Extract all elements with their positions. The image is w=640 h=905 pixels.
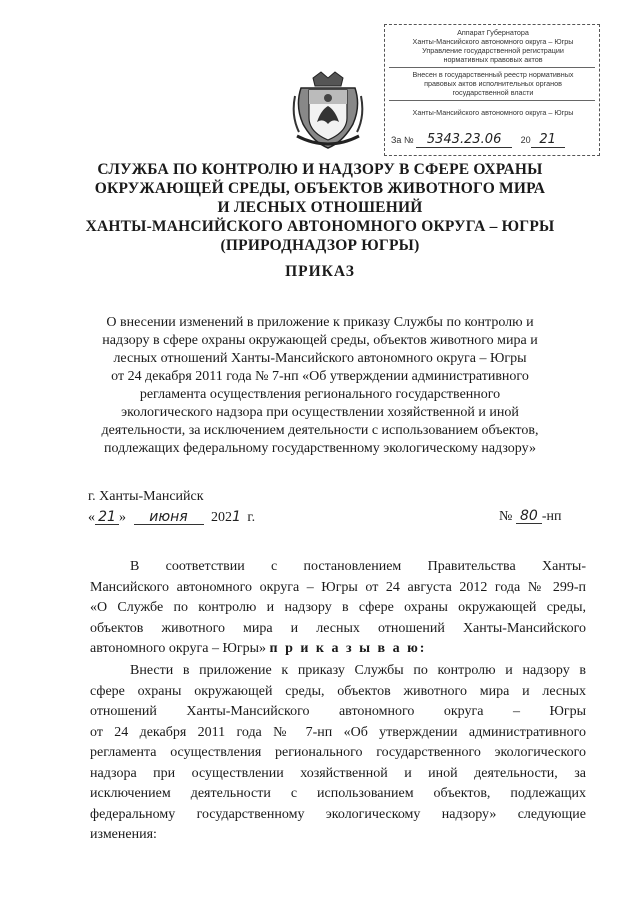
paragraph-line: изменения: bbox=[90, 827, 157, 842]
stamp-registration-number bbox=[391, 133, 595, 151]
date-year-suffix: г. bbox=[247, 510, 256, 525]
paragraph-basis bbox=[90, 557, 586, 660]
paragraph-line: Мансийского автономного округа – Югры от 24 августа 2012 года № 299-п bbox=[90, 579, 586, 595]
order-number-prefix: № bbox=[499, 509, 513, 524]
paragraph-text: автономного округа – Югры» bbox=[90, 641, 266, 656]
paragraph-line: Внести в приложение к приказу Службы по контролю и надзору в bbox=[130, 663, 586, 678]
stamp-line: Ханты-Мансийского автономного округа – Югры bbox=[412, 38, 574, 46]
paragraph-line: сфере охраны окружающей среды, объектов животного мира и лесных bbox=[90, 683, 586, 699]
paragraph-line bbox=[90, 639, 586, 660]
stamp-year-prefix: 20 bbox=[520, 135, 531, 145]
document-title: ПРИКАЗ bbox=[285, 263, 355, 280]
paragraph-amendment bbox=[90, 661, 586, 846]
subject-line: регламента осуществления регионального государственного bbox=[139, 387, 501, 402]
stamp-divider bbox=[389, 100, 595, 101]
date-day: 21 bbox=[95, 510, 119, 525]
stamp-divider bbox=[389, 67, 595, 68]
subject-line: О внесении изменений в приложение к приказу Службы по контролю и bbox=[106, 315, 534, 330]
paragraph-line: надзора при осуществлении хозяйственной и иной деятельности, за bbox=[90, 765, 586, 781]
org-name-line: СЛУЖБА ПО КОНТРОЛЮ И НАДЗОРУ В СФЕРЕ ОХРАНЫ bbox=[97, 161, 543, 178]
stamp-reg-number: 5343.23.06 bbox=[416, 133, 512, 148]
subject-line: деятельности, за исключением деятельности с использованием объектов, bbox=[101, 423, 539, 438]
paragraph-line: регламента осуществления регионального государственного экологического bbox=[90, 745, 586, 760]
order-number-suffix: -нп bbox=[541, 509, 562, 524]
paragraph-line: от 24 декабря 2011 года № 7-нп «Об утверждении административного bbox=[90, 724, 586, 740]
date-open-quote: « bbox=[88, 510, 95, 525]
order-number-value: 80 bbox=[516, 509, 542, 524]
date-month: июня bbox=[134, 510, 204, 525]
date-year-digit: 1 bbox=[232, 509, 241, 525]
paragraph-line: «О Службе по контролю и надзору в сфере охраны окружающей среды, bbox=[90, 600, 586, 615]
stamp-reg-prefix: За № bbox=[391, 135, 414, 145]
place-of-issue: г. Ханты-Мансийск bbox=[88, 489, 204, 504]
paragraph-line: В соответствии с постановлением Правительства Ханты- bbox=[130, 559, 586, 574]
subject-line: от 24 декабря 2011 года № 7-нп «Об утверждении административного bbox=[111, 369, 529, 384]
order-number bbox=[499, 509, 562, 525]
stamp-line: нормативных правовых актов bbox=[443, 56, 543, 64]
order-directive: п р и к а з ы в а ю: bbox=[269, 641, 427, 656]
org-name-line: ХАНТЫ-МАНСИЙСКОГО АВТОНОМНОГО ОКРУГА – ЮГРЫ bbox=[85, 218, 555, 235]
order-date bbox=[88, 509, 255, 526]
paragraph-line: отношений Ханты-Мансийского автономного округа – Югры bbox=[90, 704, 586, 719]
coat-of-arms-emblem bbox=[291, 66, 365, 150]
paragraph-line: федеральному государственному экологическому надзору» следующие bbox=[90, 806, 586, 822]
paragraph-line: объектов животного мира и лесных отношений Ханты-Мансийского bbox=[90, 620, 586, 636]
stamp-line: Ханты-Мансийского автономного округа – Югры bbox=[412, 109, 574, 117]
registration-stamp bbox=[384, 24, 600, 156]
date-close-quote: » bbox=[119, 510, 126, 525]
org-name-line: (ПРИРОДНАДЗОР ЮГРЫ) bbox=[220, 237, 420, 254]
subject-line: экологического надзора при осуществлении хозяйственной и иной bbox=[121, 405, 519, 420]
stamp-line: Управление государственной регистрации bbox=[422, 47, 564, 55]
stamp-reg-year: 21 bbox=[531, 133, 565, 148]
stamp-line: Внесен в государственный реестр нормативных bbox=[412, 71, 574, 79]
date-year-prefix: 202 bbox=[211, 510, 232, 525]
subject-line: лесных отношений Ханты-Мансийского автономного округа – Югры bbox=[113, 351, 527, 366]
subject-line: подлежащих федеральному государственному экологическому надзору» bbox=[104, 441, 536, 456]
org-name-line: И ЛЕСНЫХ ОТНОШЕНИЙ bbox=[217, 199, 423, 216]
paragraph-line: исключением деятельности с использованием объектов, подлежащих bbox=[90, 786, 586, 801]
org-name-line: ОКРУЖАЮЩЕЙ СРЕДЫ, ОБЪЕКТОВ ЖИВОТНОГО МИРА bbox=[94, 180, 546, 197]
stamp-line: правовых актов исполнительных органов bbox=[424, 80, 562, 88]
stamp-line: Аппарат Губернатора bbox=[457, 29, 529, 37]
stamp-line: государственной власти bbox=[452, 89, 534, 97]
subject-line: надзору в сфере охраны окружающей среды, объектов животного мира и bbox=[102, 333, 538, 348]
